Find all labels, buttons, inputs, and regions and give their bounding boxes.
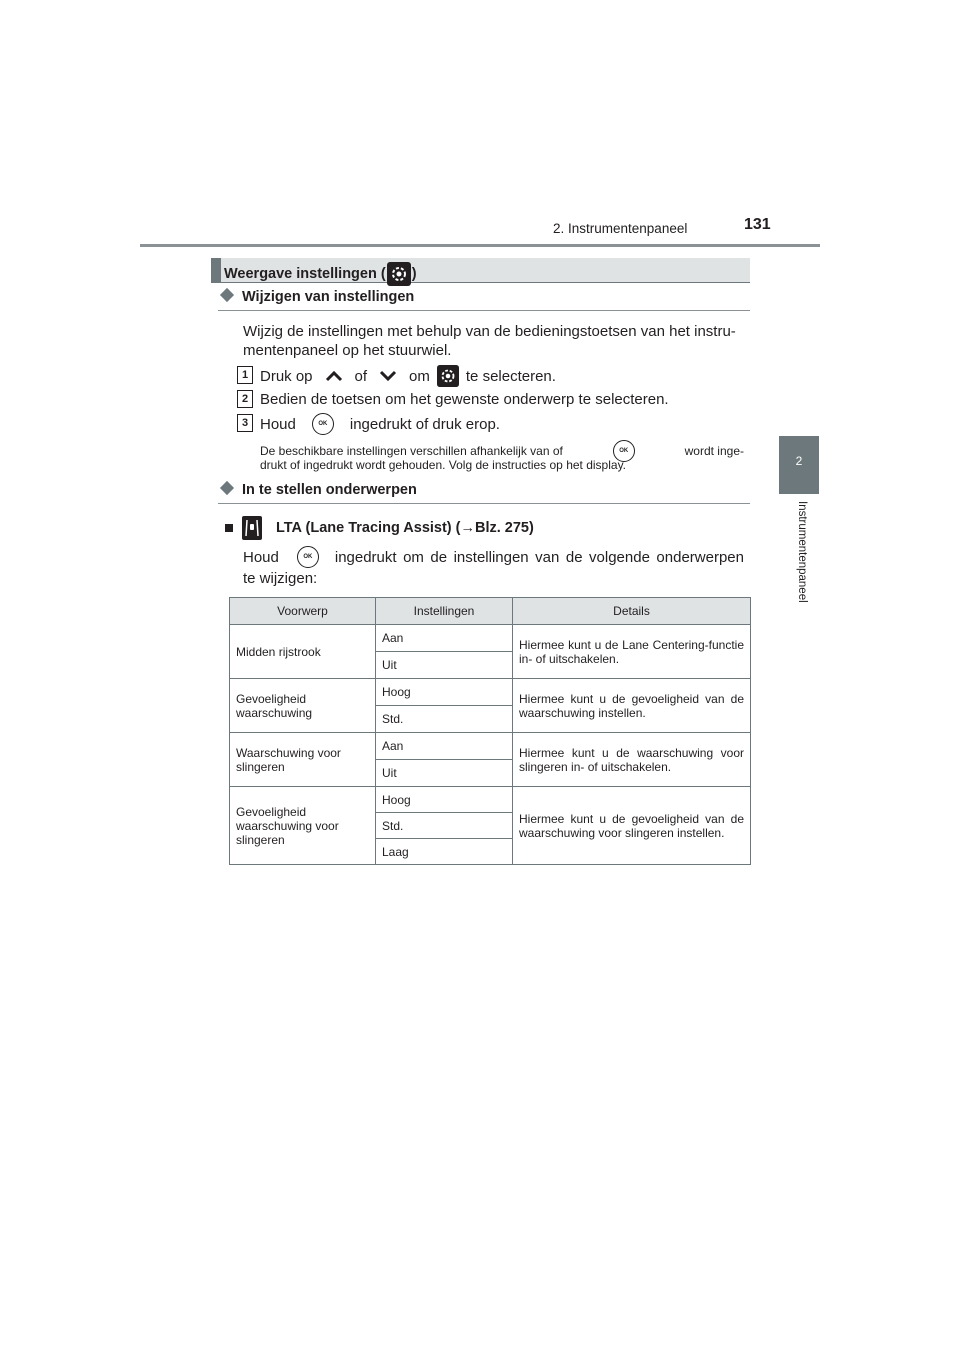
hold-text-a: Houd (243, 548, 279, 566)
square-bullet-icon (225, 524, 233, 532)
table-row (230, 679, 751, 706)
header-rule (140, 244, 820, 247)
table-cell-setting: Std. (376, 706, 513, 733)
table-row (230, 733, 751, 760)
note-line-1-b: wordt inge- (684, 444, 744, 458)
intro-line-2: mentenpaneel op het stuurwiel. (243, 342, 452, 359)
table-cell-setting: Std. (376, 813, 513, 839)
subheading-change-settings: Wijzigen van instellingen (242, 289, 415, 305)
diamond-bullet-icon (220, 481, 234, 495)
section-title (224, 262, 417, 286)
step-1-text-d: te selecteren. (465, 367, 556, 385)
diamond-bullet-icon (220, 288, 234, 302)
table-cell-details: Hiermee kunt u de waarschuwing voor slingeren in- of uitschakelen. (513, 733, 751, 787)
table-cell-setting: Uit (376, 652, 513, 679)
section-title-suffix: ) (411, 266, 417, 282)
step-number-2: 2 (237, 390, 253, 408)
table-cell-details: Hiermee kunt u de gevoeligheid van de waarschuwing voor slingeren instellen. (513, 787, 751, 865)
table-cell-item: Gevoeligheid waarschuwing (230, 679, 376, 733)
table-cell-setting: Uit (376, 760, 513, 787)
note-line-2: drukt of ingedrukt wordt gehouden. Volg de instructies op het display. (260, 458, 627, 472)
subheading-rule (218, 503, 750, 504)
settings-gear-icon (437, 365, 459, 387)
note-line-1-a: De beschikbare instellingen verschillen afhankelijk van of (260, 444, 563, 458)
ok-button-icon: OK (312, 413, 334, 435)
table-row (230, 787, 751, 813)
running-header-section: 2. Instrumentenpaneel (553, 221, 688, 236)
table-cell-item: Waarschuwing voor slingeren (230, 733, 376, 787)
subheading-rule (218, 310, 750, 311)
section-title-prefix: Weergave instellingen ( (224, 266, 386, 282)
ok-button-icon: OK (613, 440, 635, 462)
table-cell-setting: Laag (376, 839, 513, 865)
step-1-text-a: Druk op (260, 367, 313, 385)
table-cell-details: Hiermee kunt u de Lane Centering-functie in- of uitschakelen. (513, 625, 751, 679)
column-header: Instellingen (376, 598, 513, 625)
step-3-text-b: ingedrukt of druk erop. (349, 415, 500, 433)
table-cell-setting: Hoog (376, 679, 513, 706)
column-header: Details (513, 598, 751, 625)
ok-button-icon: OK (297, 546, 319, 568)
table-cell-setting: Aan (376, 733, 513, 760)
step-number-1: 1 (237, 366, 253, 384)
intro-line-1: Wijzig de instellingen met behulp van de bedieningstoetsen van het instru- (243, 323, 736, 340)
chevron-down-icon (379, 370, 397, 382)
table-row (230, 625, 751, 652)
hold-instruction-line-2: te wijzigen: (243, 570, 318, 587)
settings-table (229, 597, 751, 865)
hold-instruction-line-1 (243, 546, 744, 568)
step-number-3: 3 (237, 414, 253, 432)
chevron-up-icon (325, 370, 343, 382)
table-cell-item: Midden rijstrook (230, 625, 376, 679)
lta-title-a: LTA (Lane Tracing Assist) ( (276, 520, 461, 536)
chapter-tab: 2 (779, 436, 819, 494)
subheading-items: In te stellen onderwerpen (242, 482, 417, 498)
step-2: Bedien de toetsen om het gewenste onderwerp te selecteren. (260, 391, 669, 408)
page-number: 131 (744, 216, 771, 233)
lta-heading (225, 516, 534, 540)
hold-text-b: ingedrukt om de instellingen van de volgende onderwerpen (334, 548, 744, 566)
table-cell-setting: Aan (376, 625, 513, 652)
step-3 (260, 413, 500, 435)
lta-icon (242, 516, 262, 540)
step-1-text-b: of (354, 367, 368, 385)
table-header-row (230, 598, 751, 625)
arrow-right-icon: → (460, 520, 475, 536)
step-1 (260, 365, 556, 387)
step-1-text-c: om (409, 367, 430, 385)
table-cell-details: Hiermee kunt u de gevoeligheid van de waarschuwing instellen. (513, 679, 751, 733)
step-3-text-a: Houd (260, 415, 296, 433)
settings-gear-icon (387, 262, 411, 286)
table-cell-setting: Hoog (376, 787, 513, 813)
lta-title-b: Blz. 275) (475, 520, 534, 536)
table-cell-item: Gevoeligheid waarschuwing voor slingeren (230, 787, 376, 865)
chapter-tab-label: Instrumentenpaneel (796, 501, 808, 603)
column-header: Voorwerp (230, 598, 376, 625)
